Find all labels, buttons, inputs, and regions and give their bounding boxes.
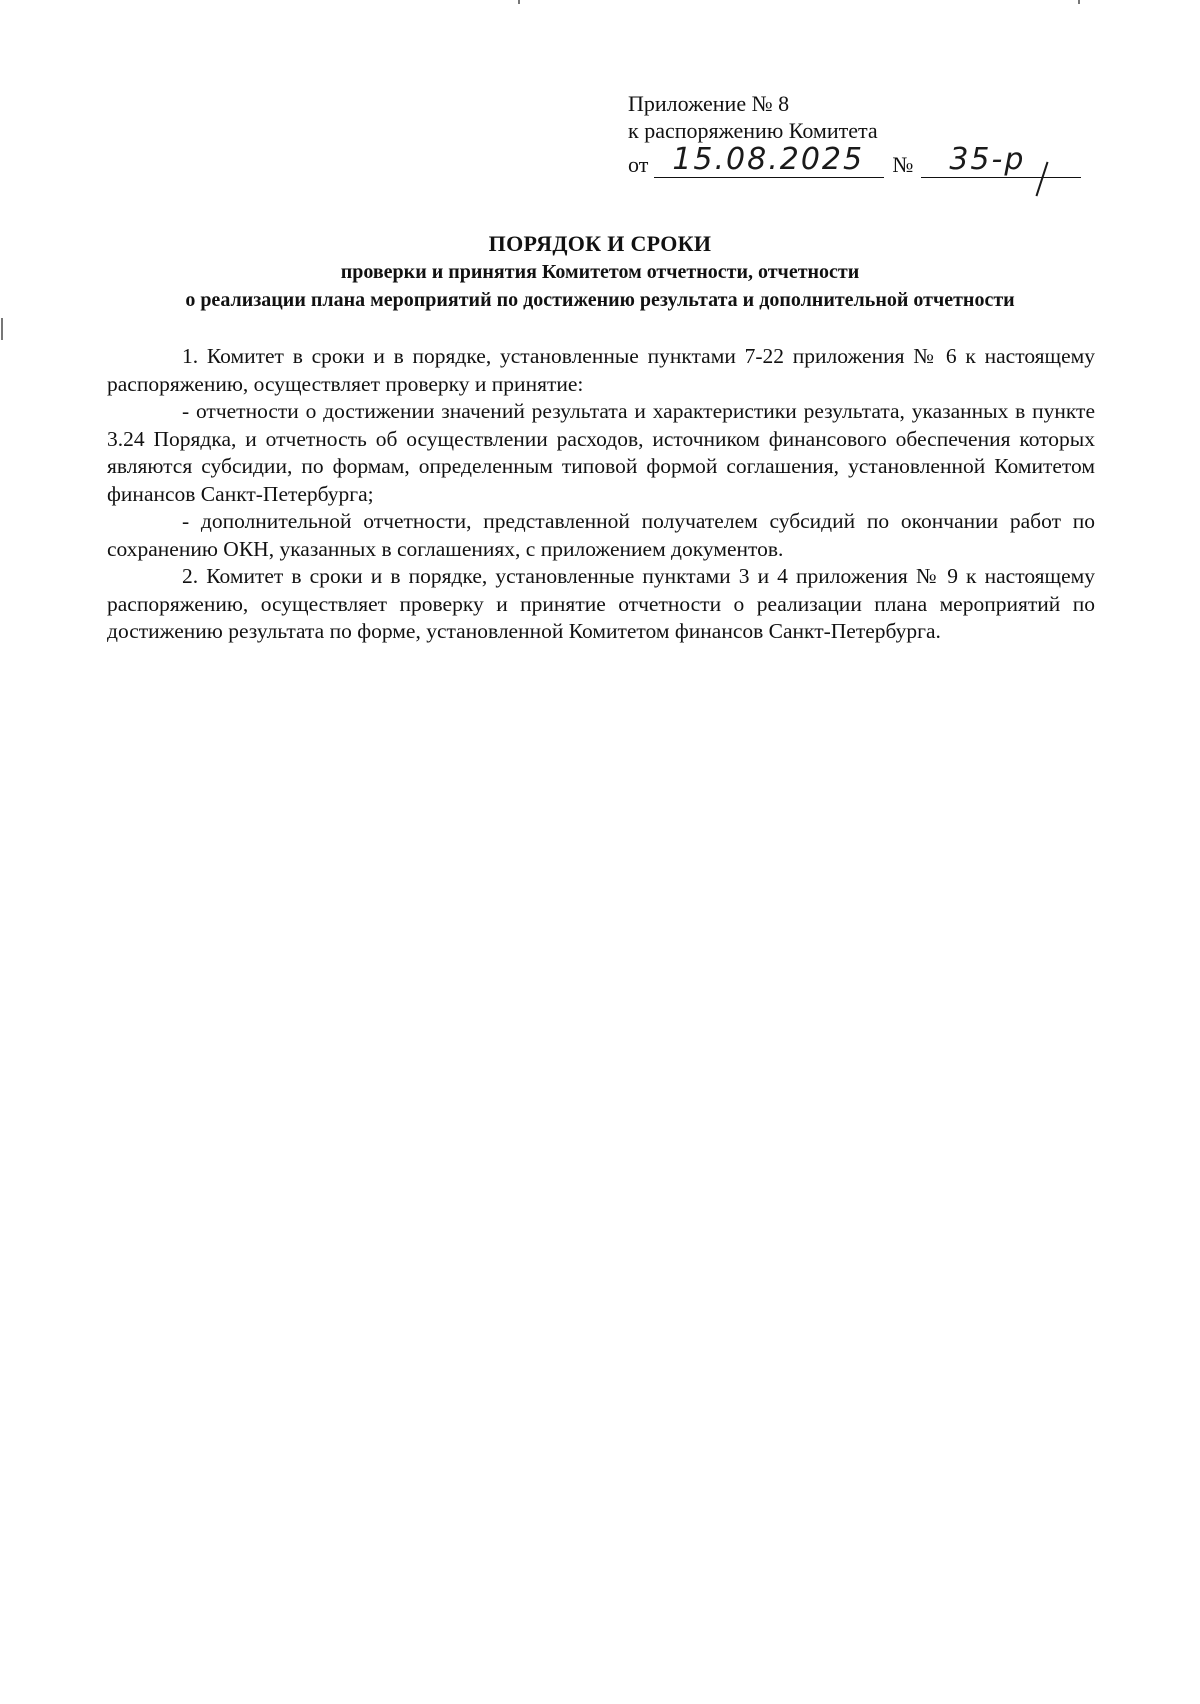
paragraph-4: 2. Комитет в сроки и в порядке, установленные пунктами 3 и 4 приложения № 9 к настоящему распоряжению, осуществляет проверку и принятие отчетности о реализации плана мероприятий по достижению результата по форме, установленной Комитетом финансов Санкт-Петербурга. (107, 564, 1095, 643)
number-label: № (892, 152, 914, 177)
date-field (654, 142, 884, 178)
appendix-signature-line (628, 144, 1088, 178)
document-body (107, 343, 1095, 646)
handwritten-number: 35-р (949, 142, 1026, 177)
appendix-reference: к распоряжению Комитета (628, 118, 878, 143)
title-subtitle-line-1: проверки и принятия Комитетом отчетности, отчетности (340, 261, 860, 283)
paragraph-3: - дополнительной отчетности, представленной получателем субсидий по окончании работ по сохранению ОКН, указанных в соглашениях, с приложением документов. (107, 509, 1095, 561)
handwritten-date: 15.08.2025 (672, 142, 865, 177)
title-main: ПОРЯДОК И СРОКИ (488, 231, 712, 256)
from-label: от (628, 152, 649, 177)
scan-mark (1, 318, 3, 340)
appendix-number: Приложение № 8 (628, 91, 790, 116)
paragraph-2: - отчетности о достижении значений результата и характеристики результата, указанных в пункте 3.24 Порядка, и отчетность об осуществлении расходов, источником финансового обеспечения которых являются субсидии, по формам, определенным типовой формой соглашения, установленной Комитетом финансов Санкт-Петербурга; (107, 399, 1095, 506)
number-field (921, 142, 1081, 178)
scan-mark (1078, 0, 1080, 4)
paragraph-1: 1. Комитет в сроки и в порядке, установленные пунктами 7-22 приложения № 6 к настоящему распоряжению, осуществляет проверку и принятие: (107, 344, 1095, 396)
handwriting-stroke (1036, 162, 1049, 197)
scan-mark (518, 0, 520, 4)
appendix-header (628, 90, 1088, 178)
title-subtitle-line-2: о реализации плана мероприятий по достижению результата и дополнительной отчетности (185, 289, 1015, 311)
document-title (100, 230, 1100, 314)
